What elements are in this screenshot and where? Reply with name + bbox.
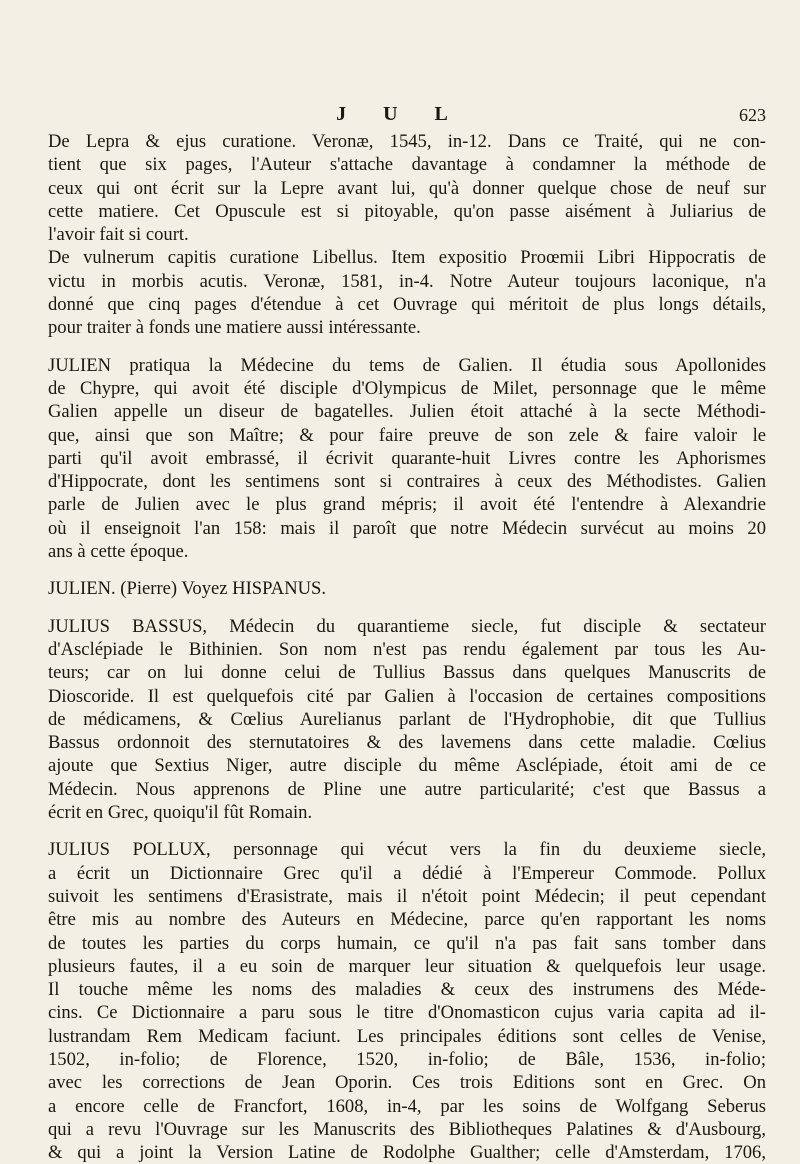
text-line: & qui a joint la Version Latine de Rodolphe Gualther; celle d'Amsterdam, 1706,	[48, 1142, 766, 1164]
running-head	[0, 103, 800, 127]
text-line: a encore celle de Francfort, 1608, in-4, par les soins de Wolfgang Seberus	[48, 1095, 766, 1117]
text-line: ceux qui ont écrit sur la Lepre avant lui, qu'à donner quelque chose de neuf sur	[48, 177, 766, 199]
text-line: a écrit un Dictionnaire Grec qu'il a dédié à l'Empereur Commode. Pollux	[48, 862, 766, 884]
entry-first-line: JULIUS BASSUS, Médecin du quarantieme siecle, fut disciple & sectateur	[48, 615, 766, 637]
text-line: lustrandam Rem Medicam faciunt. Les principales éditions sont celles de Venise,	[48, 1025, 766, 1047]
entry-julius-bassus	[48, 615, 766, 825]
running-head-title: J U L	[336, 103, 464, 125]
text-line: parti qu'il avoit embrassé, il écrivit quarante-huit Livres contre les Aphorismes	[48, 447, 766, 469]
text-line: ajoute que Sextius Niger, autre disciple du même Asclépiade, étoit ami de ce	[48, 755, 766, 777]
text-line: avec les corrections de Jean Oporin. Ces trois Editions sont en Grec. On	[48, 1072, 766, 1094]
entry-julien	[48, 354, 766, 564]
text-line: de toutes les parties du corps humain, ce qu'il n'a pas fait sans tomber dans	[48, 932, 766, 954]
paragraph-de-vulnerum	[48, 246, 766, 339]
text-line: être mis au nombre des Auteurs en Médecine, parce qu'en rapportant les noms	[48, 909, 766, 931]
text-line: ans à cette époque.	[48, 541, 189, 563]
text-line: Bassus ordonnoit des sternutatoires & des lavemens dans cette maladie. Cœlius	[48, 732, 766, 754]
entry-julius-pollux	[48, 838, 766, 1164]
text-line: donné que cinq pages d'étendue à cet Ouvrage qui méritoit de plus longs détails,	[48, 294, 766, 316]
text-line: cins. Ce Dictionnaire a paru sous le titre d'Onomasticon cujus varia capita ad il-	[48, 1002, 766, 1024]
text-line: l'avoir fait si court.	[48, 224, 189, 246]
text-line: d'Asclépiade le Bithinien. Son nom n'est pas rendu également par tous les Au-	[48, 638, 766, 660]
paragraph-gap	[48, 601, 766, 615]
text-line: d'Hippocrate, dont les sentimens sont si contraires à ceux des Méthodistes. Galien	[48, 471, 766, 493]
entry-first-line: JULIEN pratiqua la Médecine du tems de Galien. Il étudia sous Apollonides	[48, 354, 766, 376]
paragraph-gap	[48, 824, 766, 838]
text-line: suivoit les sentimens d'Erasistrate, mais il n'étoit point Médecin; il peut cependant	[48, 885, 766, 907]
text-line: Médecin. Nous apprenons de Pline une autre particularité; c'est que Bassus a	[48, 778, 766, 800]
text-line: que, ainsi que son Maître; & pour faire preuve de son zele & faire valoir le	[48, 424, 766, 446]
entry-first-line: JULIUS POLLUX, personnage qui vécut vers la fin du deuxieme siecle,	[48, 839, 766, 861]
text-line: De Lepra & ejus curatione. Veronæ, 1545, in-12. Dans ce Traité, qui ne con-	[48, 131, 766, 152]
paragraph-gap	[48, 563, 766, 577]
text-line: écrit en Grec, quoiqu'il fût Romain.	[48, 802, 313, 824]
text-line: teurs; car on lui donne celui de Tullius Bassus dans quelques Manuscrits de	[48, 662, 766, 684]
body-text	[48, 130, 766, 1164]
text-line: Il touche même les noms des maladies & ceux des instrumens des Méde-	[48, 979, 766, 1001]
paragraph-de-lepra	[48, 130, 766, 246]
entry-julien-pierre	[48, 577, 766, 600]
text-line: parle de Julien avec le plus grand mépris; il avoit été l'entendre à Alexandrie	[48, 494, 766, 516]
text-line: plusieurs fautes, il a eu soin de marquer leur situation & quelquefois leur usage.	[48, 955, 766, 977]
text-line: victu in morbis acutis. Veronæ, 1581, in-4. Notre Auteur toujours laconique, n'a	[48, 270, 766, 292]
text-line: de médicamens, & Cœlius Aurelianus parlant de l'Hydrophobie, dit que Tullius	[48, 708, 766, 730]
text-line: Galien appelle un diseur de bagatelles. Julien étoit attaché à la secte Méthodi-	[48, 401, 766, 423]
text-line: de Chypre, qui avoit été disciple d'Olympicus de Milet, personnage que le même	[48, 377, 766, 399]
text-line: Dioscoride. Il est quelquefois cité par Galien à l'occasion de certaines compositions	[48, 685, 766, 707]
paragraph-gap	[48, 340, 766, 354]
text-line: cette matiere. Cet Opuscule est si pitoyable, qu'on passe aisément à Juliarius de	[48, 200, 766, 222]
text-line: 1502, in-folio; de Florence, 1520, in-folio; de Bâle, 1536, in-folio;	[48, 1048, 766, 1070]
text-line: où il enseignoit l'an 158: mais il paroît que notre Médecin survécut au moins 20	[48, 517, 766, 539]
entry-first-line: JULIEN. (Pierre) Voyez HISPANUS.	[48, 578, 327, 600]
text-line: qui a revu l'Ouvrage sur les Manuscrits des Bibliotheques Palatines & d'Ausbourg,	[48, 1118, 766, 1140]
text-line: pour traiter à fonds une matiere aussi intéressante.	[48, 317, 421, 339]
text-line: tient que six pages, l'Auteur s'attache davantage à condamner la méthode de	[48, 154, 766, 176]
text-line: De vulnerum capitis curatione Libellus. Item expositio Proœmii Libri Hippocratis de	[48, 247, 766, 269]
page-number: 623	[739, 105, 766, 125]
